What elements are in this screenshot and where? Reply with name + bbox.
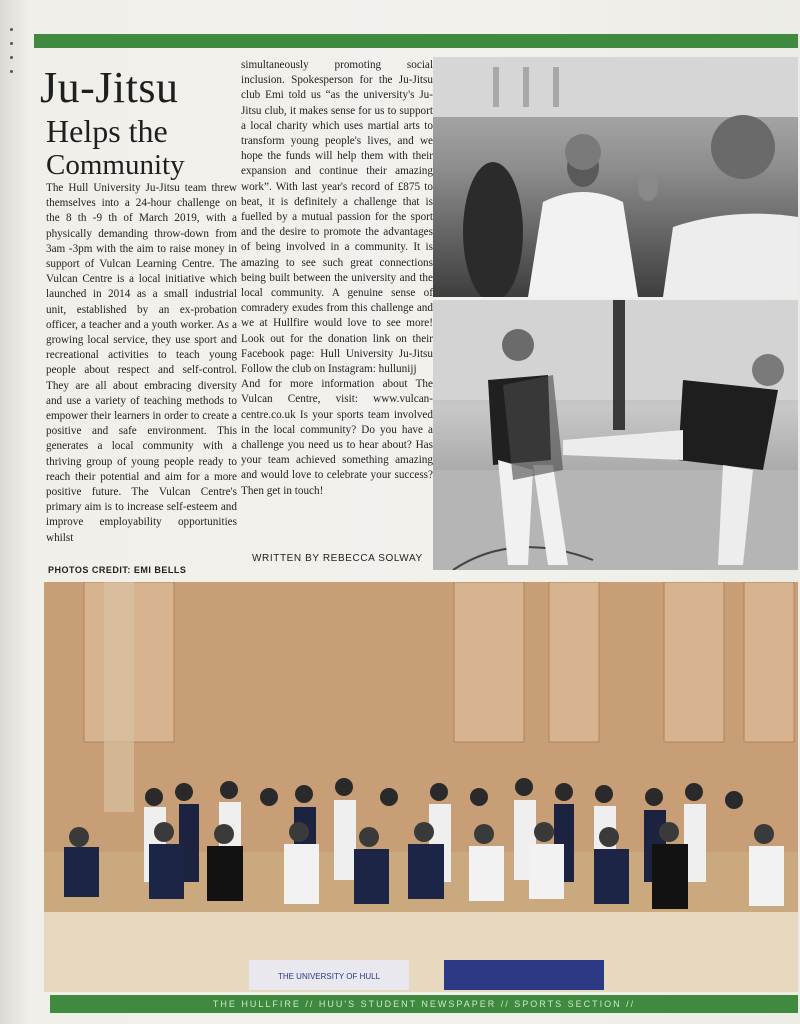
binding-hole	[10, 70, 13, 73]
binding-hole	[10, 42, 13, 45]
headline-line-3: Community	[46, 149, 185, 181]
article-column-1	[46, 181, 237, 551]
article-paragraph: The Hull University Ju-Jitsu team threw themselves into a 24-hour challenge on the 8 th -9 th of March 2019, with a physically demanding throw-down from 3am -3pm with the aim to raise money in support of Vulcan Learning Centre. The Vulcan Centre is a local initiative which launched in 2014 as a small industrial unit, established by an ex-probation officer, a teacher and a youth worker. As a growing local service, they use sport and recreational activities to teach young people about respect and self-control. They are all about embracing diversity and use a variety of teaching methods to empower their learners in order to create a positive and safe environment. This generates a local community with a thriving group of young people ready to reach their potential and aim for a more positive future. The Vulcan Centre's primary aim is to increase self-esteem and improve employability opportunities whilst	[46, 182, 237, 544]
photo-group	[44, 582, 798, 992]
binding-hole	[10, 56, 13, 59]
photo-kick-training	[433, 300, 798, 570]
binding-hole	[10, 28, 13, 31]
article-column-2	[241, 58, 433, 531]
top-green-rule	[34, 34, 798, 48]
banner-text: THE UNIVERSITY OF HULL	[277, 972, 381, 981]
headline-line-1: Ju-Jitsu	[40, 63, 179, 112]
byline: WRITTEN BY REBECCA SOLWAY	[252, 553, 423, 564]
article-paragraph: And for more information about The Vulcan Centre, visit: www.vulcan-centre.co.uk Is your sports team involved in the local community? Do you have a challenge you need us to hear about? Has your team achieved something amazing and would love to celebrate your success? Then get in touch!	[241, 378, 433, 497]
photo-celebration	[433, 57, 798, 297]
photo-group-image	[44, 582, 798, 992]
article-paragraph: simultaneously promoting social inclusion. Spokesperson for the Ju-Jitsu club Emi told us “as the university's Ju-Jitsu club, it makes sense for us to support a local charity which uses martial arts to transform young people's lives, and we hope the funds will help them with their expansion and continue their amazing work”. With last year's record of £875 to beat, it is definitely a challenge that is fuelled by a mutual passion for the sport and the desire to promote the advantages of being involved in a community. It is amazing to see such great connections being built between the university and the local community. A genuine sense of comradery exudes from this challenge and we at Hullfire would love to see more! Look out for the donation link on their Facebook page: Hull University Ju-Jitsu Follow the club on Instagram: hullunijj	[241, 59, 433, 376]
photo-kick-image	[433, 300, 798, 570]
photo-credit: PHOTOS CREDIT: EMI BELLS	[48, 565, 187, 575]
headline-line-2: Helps the	[46, 113, 168, 149]
footer-bar: THE HULLFIRE // HUU'S STUDENT NEWSPAPER // SPORTS SECTION //	[50, 995, 798, 1013]
photo-celebration-image	[433, 57, 798, 297]
